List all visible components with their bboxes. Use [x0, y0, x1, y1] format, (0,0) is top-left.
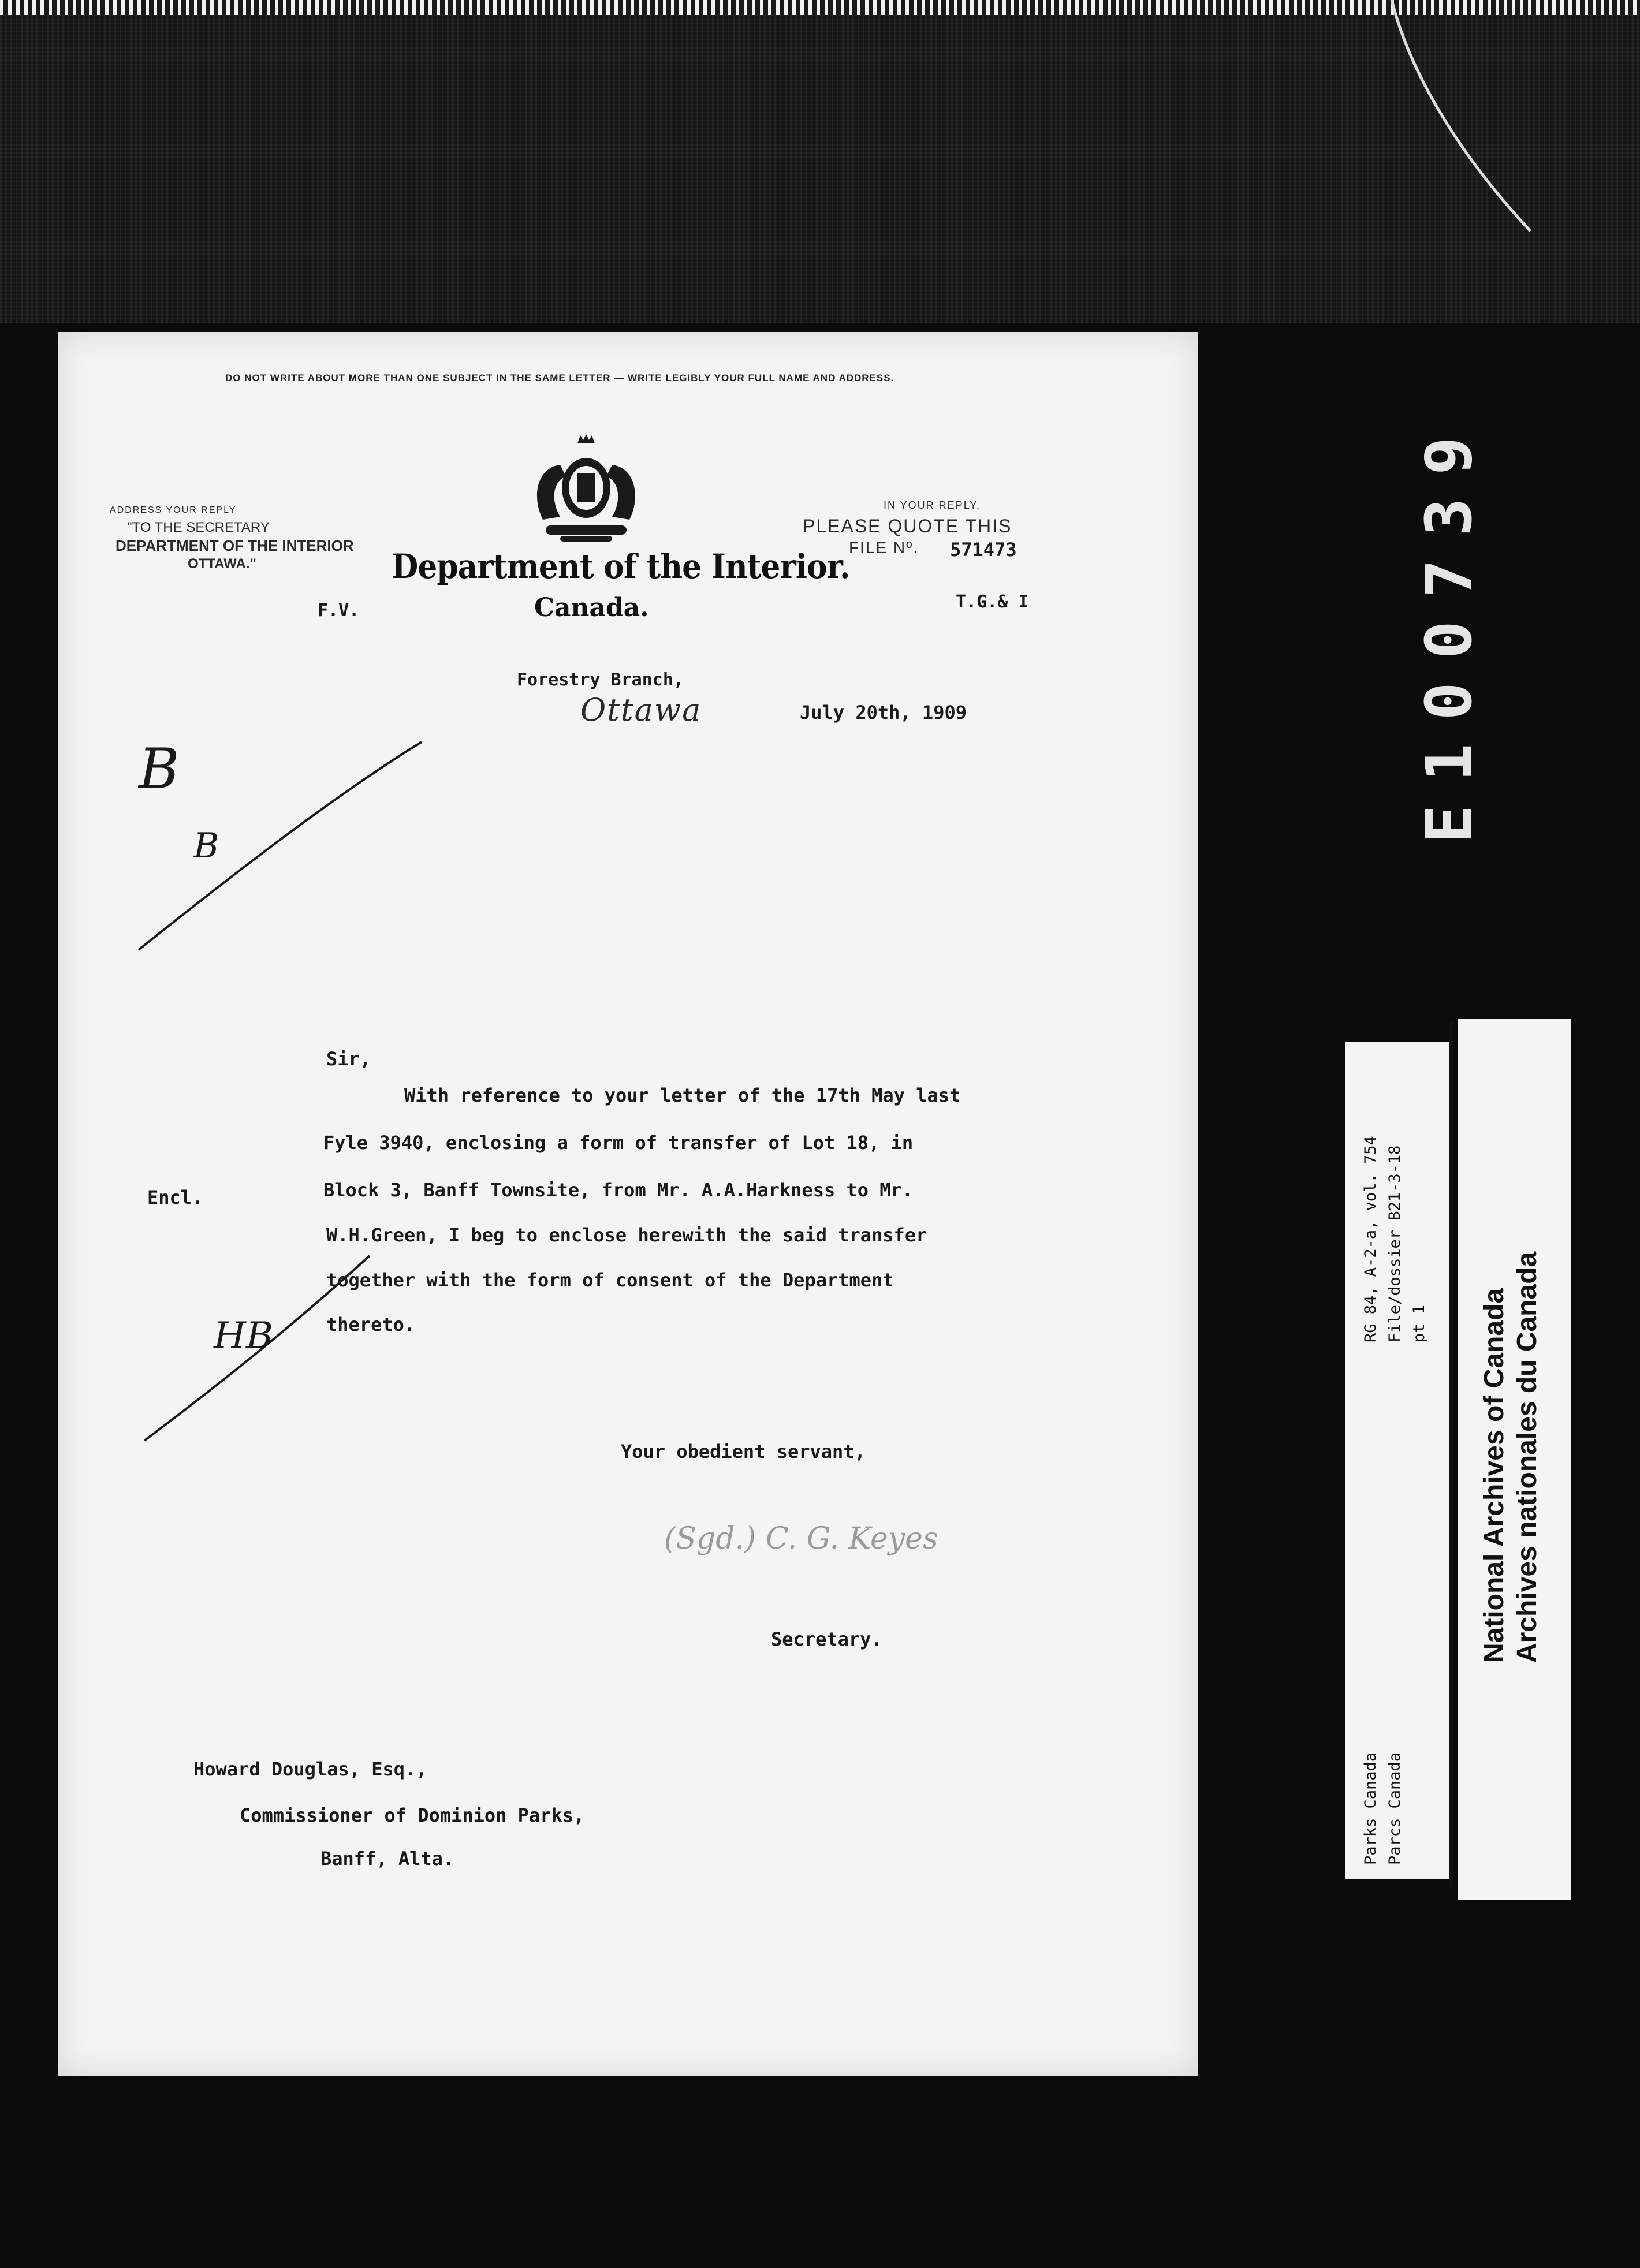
letterhead-notice: DO NOT WRITE ABOUT MORE THAN ONE SUBJECT IN THE SAME LETTER — WRITE LEGIBLY YOUR FULL NAME AND ADDRESS.: [225, 372, 894, 383]
body-line-3: Block 3, Banff Townsite, from Mr. A.A.Harkness to Mr.: [323, 1179, 914, 1201]
archive-part: pt 1: [1410, 1304, 1428, 1342]
reply-instruction-line1: IN YOUR REPLY,: [884, 499, 981, 511]
royal-crest-icon: [520, 433, 653, 549]
archive-agency-en: Parks Canada: [1362, 1752, 1380, 1865]
address-reply-line4: OTTAWA.": [188, 556, 256, 572]
archive-institution-en: National Archives of Canada: [1479, 1288, 1509, 1663]
archive-file: File/dossier B21-3-18: [1386, 1145, 1404, 1342]
body-line-4: W.H.Green, I beg to enclose herewith the said transfer: [326, 1224, 927, 1246]
address-reply-line1: ADDRESS YOUR REPLY: [110, 505, 237, 515]
svg-text:HB: HB: [214, 1315, 273, 1357]
frame-code: E100739: [1412, 413, 1486, 843]
country-name: Canada.: [534, 593, 649, 622]
archive-reference: RG 84, A-2-a, vol. 754: [1362, 1136, 1380, 1342]
signatory-title: Secretary.: [771, 1628, 882, 1650]
film-scratch: [1357, 0, 1542, 243]
salutation: Sir,: [326, 1048, 371, 1070]
closing-line: Your obedient servant,: [621, 1441, 866, 1463]
body-line-2: Fyle 3940, enclosing a form of transfer of Lot 18, in: [323, 1132, 914, 1154]
file-number: 571473: [950, 539, 1017, 561]
archive-agency-fr: Parcs Canada: [1386, 1752, 1404, 1865]
addressee-location: Banff, Alta.: [320, 1848, 454, 1870]
letter-sheet: [58, 332, 1198, 2076]
label-divider: [1449, 1022, 1453, 1888]
letter-date: July 20th, 1909: [800, 702, 967, 723]
reply-instruction-line3: FILE Nº.: [849, 539, 919, 557]
addressee-position: Commissioner of Dominion Parks,: [240, 1804, 585, 1826]
reply-instruction-line2: PLEASE QUOTE THIS: [803, 516, 1012, 536]
body-line-6: thereto.: [326, 1314, 416, 1336]
addressee-name: Howard Douglas, Esq.,: [193, 1758, 427, 1780]
reference-initials-left: F.V.: [318, 600, 360, 621]
archive-label-right: [1458, 1019, 1571, 1900]
svg-text:B: B: [193, 826, 219, 866]
enclosure-label: Encl.: [147, 1187, 203, 1208]
signature: (Sgd.) C. G. Keyes: [664, 1521, 938, 1556]
city-name: Ottawa: [580, 692, 702, 728]
address-reply-line2: "TO THE SECRETARY: [127, 520, 270, 535]
margin-check-stroke: [127, 736, 427, 956]
margin-initials-stroke: [133, 1250, 375, 1446]
archive-label-left: [1345, 1042, 1452, 1879]
body-line-1: With reference to your letter of the 17th May last: [404, 1084, 961, 1106]
department-name: Department of the Interior.: [392, 547, 850, 586]
svg-text:B: B: [139, 737, 180, 801]
address-reply-line3: DEPARTMENT OF THE INTERIOR: [115, 537, 354, 554]
reference-initials-right: T.G.& I: [956, 592, 1029, 612]
archive-institution-fr: Archives nationales du Canada: [1512, 1251, 1542, 1663]
body-line-5: together with the form of consent of the Department: [326, 1269, 894, 1291]
branch-name: Forestry Branch,: [517, 670, 684, 690]
